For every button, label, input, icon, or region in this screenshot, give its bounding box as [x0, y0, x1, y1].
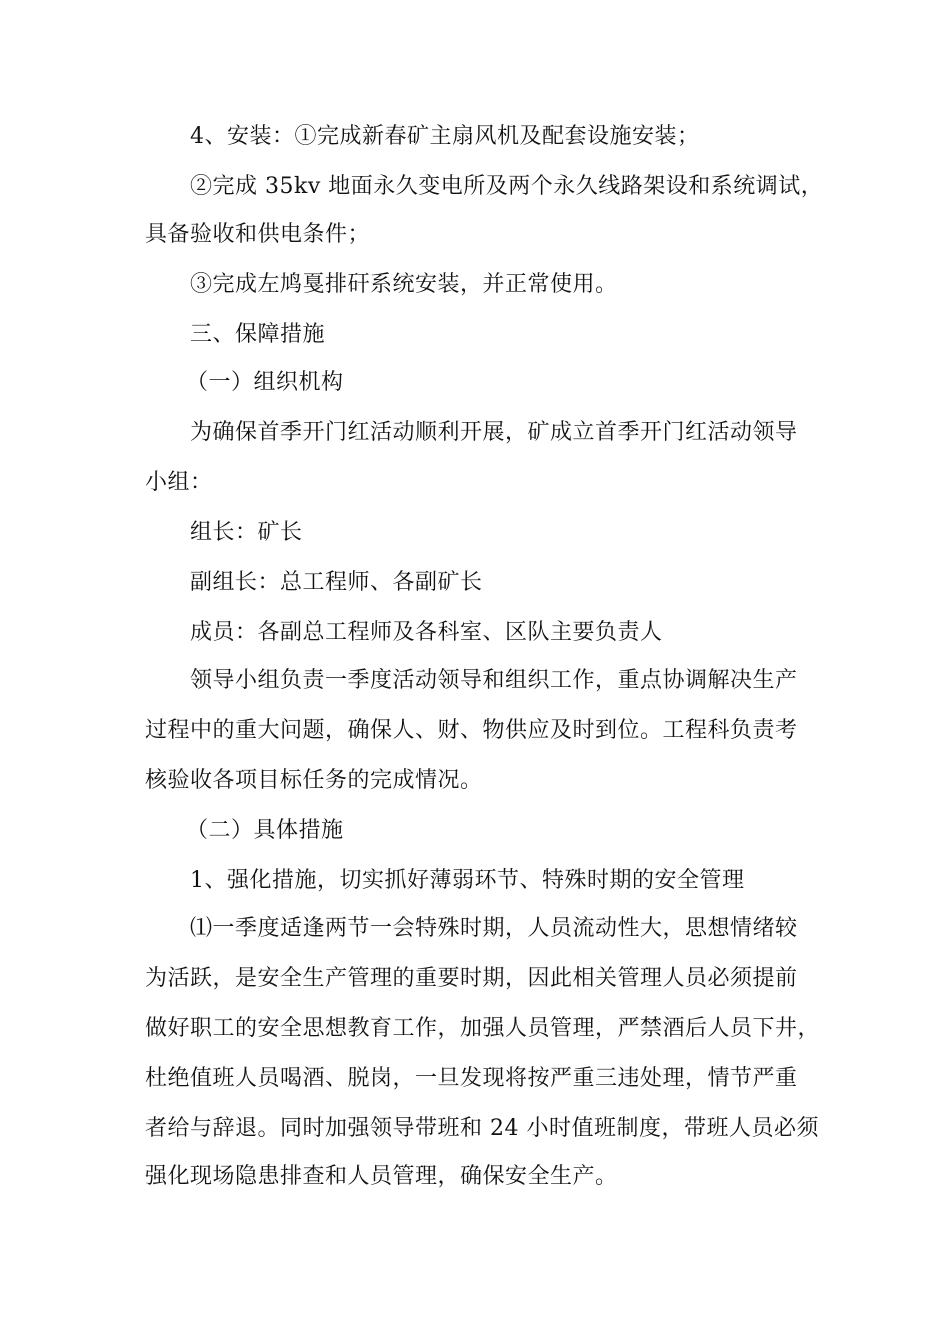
paragraph-line-first-quarter-cont2: 做好职工的安全思想教育工作，加强人员管理，严禁酒后人员下井，: [145, 1016, 821, 1041]
paragraph-line-installation: 4、安装：①完成新春矿主扇风机及配套设施安装；: [190, 124, 700, 149]
paragraph-line-first-quarter-cont3: 杜绝值班人员喝酒、脱岗，一旦发现将按严重三违处理，情节严重: [145, 1066, 798, 1091]
paragraph-line-first-quarter: ⑴一季度适逢两节一会特殊时期，人员流动性大，思想情绪较: [190, 916, 798, 941]
paragraph-line-group-leader: 组长：矿长: [190, 520, 303, 545]
paragraph-line-responsibility-cont1: 过程中的重大问题，确保人、财、物供应及时到位。工程科负责考: [145, 718, 798, 743]
paragraph-line-strengthen-measures: 1、强化措施，切实抓好薄弱环节、特殊时期的安全管理: [190, 868, 745, 893]
paragraph-line-first-quarter-cont4: 者给与辞退。同时加强领导带班和 24 小时值班制度，带班人员必须: [145, 1116, 819, 1141]
paragraph-line-first-quarter-cont1: 为活跃，是安全生产管理的重要时期，因此相关管理人员必须提前: [145, 966, 798, 991]
paragraph-line-deputy-leader: 副组长：总工程师、各副矿长: [190, 570, 483, 595]
paragraph-line-leadership-group-cont: 小组：: [145, 470, 213, 495]
paragraph-line-gangue-system: ③完成左鸠戛排矸系统安装，并正常使用。: [190, 272, 618, 297]
section-heading-measures: 三、保障措施: [190, 322, 326, 347]
paragraph-line-first-quarter-cont5: 强化现场隐患排查和人员管理，确保安全生产。: [145, 1164, 618, 1189]
paragraph-line-substation: ②完成 35kv 地面永久变电所及两个永久线路架设和系统调试，: [190, 174, 824, 199]
subsection-heading-specific-measures: （二）具体措施: [186, 818, 344, 843]
paragraph-line-responsibility: 领导小组负责一季度活动领导和组织工作，重点协调解决生产: [190, 668, 798, 693]
subsection-heading-organization: （一）组织机构: [186, 370, 344, 395]
paragraph-line-members: 成员：各副总工程师及各科室、区队主要负责人: [190, 620, 663, 645]
paragraph-line-responsibility-cont2: 核验收各项目标任务的完成情况。: [145, 768, 483, 793]
paragraph-line-substation-cont: 具备验收和供电条件；: [145, 222, 371, 247]
paragraph-line-leadership-group: 为确保首季开门红活动顺利开展，矿成立首季开门红活动领导: [190, 420, 798, 445]
